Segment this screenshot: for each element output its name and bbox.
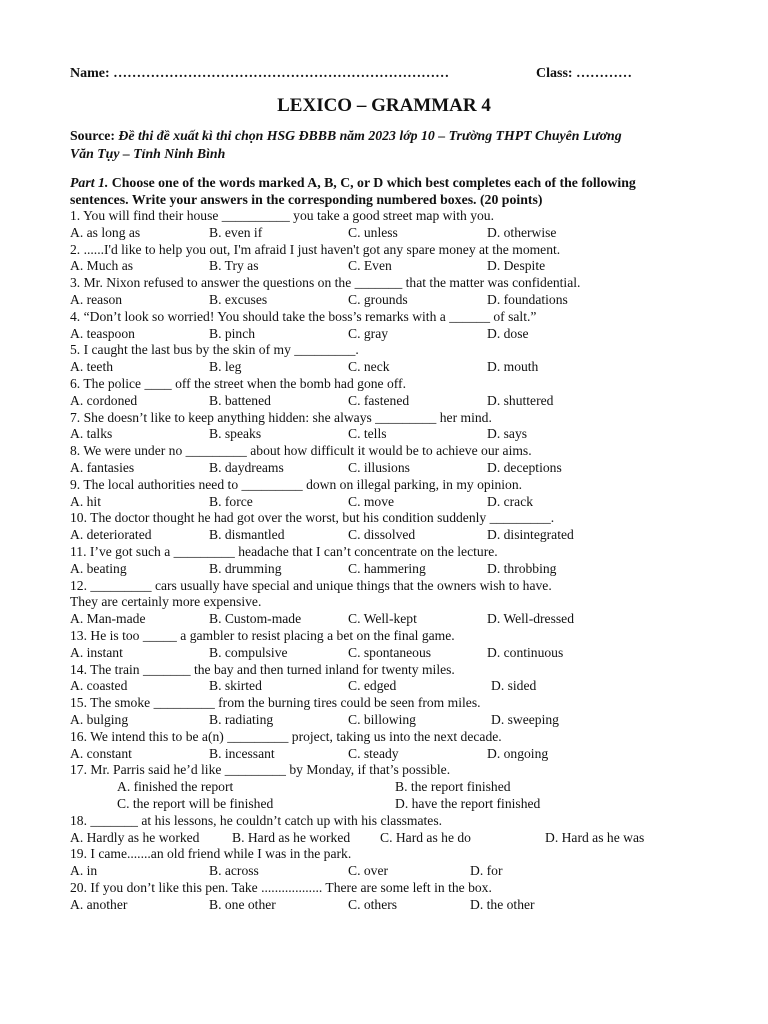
question-2-option-a: A. Much as bbox=[70, 258, 134, 274]
part1-instruction-line-1 bbox=[70, 175, 636, 191]
question-5-option-d: D. mouth bbox=[487, 359, 539, 375]
question-11-option-c: C. hammering bbox=[348, 560, 426, 576]
question-6-option-b: B. battened bbox=[209, 392, 271, 408]
question-6-option-a: A. cordoned bbox=[70, 392, 138, 408]
question-15-option-c: C. billowing bbox=[348, 712, 416, 727]
question-9-option-c: C. move bbox=[348, 493, 395, 509]
question-1-option-b: B. even if bbox=[209, 224, 263, 240]
question-15-option-d: D. sweeping bbox=[491, 712, 559, 727]
question-7-option-c: C. tells bbox=[348, 426, 387, 442]
question-12-text-2: They are certainly more expensive. bbox=[70, 594, 262, 610]
question-5-option-a: A. teeth bbox=[70, 359, 114, 375]
question-19-option-b: B. across bbox=[209, 863, 259, 879]
question-2-option-d: D. Despite bbox=[487, 258, 546, 274]
question-10-option-d: D. disintegrated bbox=[487, 527, 574, 543]
question-14-option-a: A. coasted bbox=[70, 678, 128, 694]
question-10-option-c: C. dissolved bbox=[348, 527, 416, 543]
question-13-option-d: D. continuous bbox=[487, 644, 564, 660]
question-20-option-b: B. one other bbox=[209, 896, 276, 912]
part1-label: Part 1. bbox=[70, 175, 109, 190]
class-field-label: Class: ………… bbox=[536, 66, 633, 81]
source-text-1: Đề thi đề xuất kì thi chọn HSG ĐBBB năm 2023 lớp 10 – Trường THPT Chuyên Lương bbox=[118, 128, 622, 143]
question-18-text: 18. _______ at his lessons, he couldn’t catch up with his classmates. bbox=[70, 812, 443, 828]
question-7-text: 7. She doesn’t like to keep anything hidden: she always _________ her mind. bbox=[70, 409, 492, 425]
question-18-option-b: B. Hard as he worked bbox=[232, 829, 351, 845]
question-19-option-d: D. for bbox=[470, 863, 503, 879]
question-19-text: 19. I came.......an old friend while I was in the park. bbox=[70, 846, 352, 862]
question-9-text: 9. The local authorities need to _________ down on illegal parking, in my opinion. bbox=[70, 476, 523, 492]
source-text-2: Văn Tụy – Tỉnh Ninh Bình bbox=[70, 146, 226, 161]
question-9-option-a: A. hit bbox=[70, 493, 101, 509]
question-9-option-d: D. crack bbox=[487, 493, 534, 509]
question-17-text: 17. Mr. Parris said he’d like _________ by Monday, if that’s possible. bbox=[70, 762, 451, 778]
question-5-option-c: C. neck bbox=[348, 359, 390, 375]
question-12-text: 12. _________ cars usually have special and unique things that the owners wish to have. bbox=[70, 577, 552, 593]
source-line-1 bbox=[70, 128, 622, 144]
part1-instruction-2: sentences. Write your answers in the corresponding numbered boxes. (20 points) bbox=[70, 192, 543, 207]
question-11-text: 11. I’ve got such a _________ headache that I can’t concentrate on the lecture. bbox=[70, 544, 498, 559]
question-6-option-d: D. shuttered bbox=[487, 392, 554, 408]
question-15-text: 15. The smoke _________ from the burning tires could be seen from miles. bbox=[70, 695, 481, 711]
question-18-option-c: C. Hard as he do bbox=[380, 829, 471, 845]
question-20-option-a: A. another bbox=[70, 896, 128, 912]
question-20-text: 20. If you don’t like this pen. Take .................. There are some left in the box. bbox=[70, 880, 492, 895]
question-12-option-d: D. Well-dressed bbox=[487, 611, 574, 627]
question-19-option-a: A. in bbox=[70, 863, 98, 879]
question-10-text: 10. The doctor thought he had got over the worst, but his condition suddenly _________. bbox=[70, 510, 555, 526]
name-field-label: Name: ……………………………………………………………… bbox=[70, 66, 450, 81]
question-14-option-b: B. skirted bbox=[209, 678, 262, 694]
question-3-text: 3. Mr. Nixon refused to answer the questions on the _______ that the matter was confidential. bbox=[70, 275, 581, 291]
question-13-option-b: B. compulsive bbox=[209, 644, 288, 660]
question-8-option-d: D. deceptions bbox=[487, 460, 562, 475]
question-16-text: 16. We intend this to be a(n) _________ project, taking us into the next decade. bbox=[70, 728, 502, 744]
question-11-option-d: D. throbbing bbox=[487, 560, 557, 576]
question-11-option-a: A. beating bbox=[70, 560, 127, 576]
question-4-option-c: C. gray bbox=[348, 325, 389, 341]
question-7-option-d: D. says bbox=[487, 426, 528, 442]
question-10-option-b: B. dismantled bbox=[209, 527, 285, 543]
question-12-option-a: A. Man-made bbox=[70, 611, 146, 627]
question-16-option-c: C. steady bbox=[348, 745, 399, 761]
question-9-option-b: B. force bbox=[209, 493, 253, 509]
question-14-option-d: D. sided bbox=[491, 678, 537, 694]
question-2-option-c: C. Even bbox=[348, 258, 392, 274]
question-13-text: 13. He is too _____ a gambler to resist placing a bet on the final game. bbox=[70, 628, 455, 643]
question-8-option-a: A. fantasies bbox=[70, 460, 135, 475]
question-6-option-c: C. fastened bbox=[348, 392, 410, 408]
question-4-text: 4. “Don’t look so worried! You should take the boss’s remarks with a ______ of salt.” bbox=[70, 308, 537, 324]
question-1-option-d: D. otherwise bbox=[487, 224, 557, 240]
question-8-text: 8. We were under no _________ about how difficult it would be to achieve our aims. bbox=[70, 443, 532, 459]
question-11-option-b: B. drumming bbox=[209, 560, 282, 576]
question-19-option-c: C. over bbox=[348, 863, 389, 879]
question-4-option-b: B. pinch bbox=[209, 325, 256, 341]
part1-instruction-line-2 bbox=[70, 192, 542, 208]
question-5-text: 5. I caught the last bus by the skin of my _________. bbox=[70, 342, 359, 358]
question-3-option-b: B. excuses bbox=[209, 292, 268, 307]
question-10-option-a: A. deteriorated bbox=[70, 527, 152, 543]
question-16-option-d: D. ongoing bbox=[487, 745, 549, 761]
question-1-option-a: A. as long as bbox=[70, 224, 141, 240]
question-7-option-a: A. talks bbox=[70, 426, 113, 442]
question-5-option-b: B. leg bbox=[209, 359, 242, 375]
question-3-option-d: D. foundations bbox=[487, 292, 568, 307]
source-label: Source: bbox=[70, 128, 115, 143]
part1-instruction-1: Choose one of the words marked A, B, C, or D which best completes each of the following bbox=[108, 175, 636, 190]
question-17-option-c: C. the report will be finished bbox=[117, 796, 274, 811]
question-7-option-b: B. speaks bbox=[209, 426, 262, 442]
question-20-option-c: C. others bbox=[348, 896, 398, 912]
question-13-option-a: A. instant bbox=[70, 644, 123, 660]
question-1-text: 1. You will find their house __________ you take a good street map with you. bbox=[70, 208, 495, 223]
question-17-option-a: A. finished the report bbox=[117, 779, 234, 795]
question-8-option-b: B. daydreams bbox=[209, 460, 284, 475]
page-title: LEXICO – GRAMMAR 4 bbox=[277, 95, 491, 116]
question-16-option-b: B. incessant bbox=[209, 745, 275, 761]
source-line-2 bbox=[70, 146, 225, 162]
question-8-option-c: C. illusions bbox=[348, 460, 410, 475]
question-17-option-d: D. have the report finished bbox=[395, 796, 541, 811]
question-3-option-c: C. grounds bbox=[348, 292, 408, 307]
question-14-text: 14. The train _______ the bay and then turned inland for twenty miles. bbox=[70, 661, 455, 677]
question-18-option-d: D. Hard as he was bbox=[545, 829, 645, 845]
question-17-option-b: B. the report finished bbox=[395, 779, 511, 795]
question-6-text: 6. The police ____ off the street when the bomb had gone off. bbox=[70, 376, 406, 391]
question-15-option-a: A. bulging bbox=[70, 712, 129, 727]
question-16-option-a: A. constant bbox=[70, 745, 132, 761]
question-18-option-a: A. Hardly as he worked bbox=[70, 829, 200, 845]
question-14-option-c: C. edged bbox=[348, 678, 397, 694]
question-13-option-c: C. spontaneous bbox=[348, 644, 432, 660]
question-4-option-a: A. teaspoon bbox=[70, 325, 135, 341]
question-15-option-b: B. radiating bbox=[209, 712, 274, 727]
question-12-option-b: B. Custom-made bbox=[209, 611, 302, 627]
question-2-option-b: B. Try as bbox=[209, 258, 259, 274]
question-1-option-c: C. unless bbox=[348, 224, 398, 240]
question-20-option-d: D. the other bbox=[470, 896, 535, 912]
question-4-option-d: D. dose bbox=[487, 325, 529, 341]
question-3-option-a: A. reason bbox=[70, 292, 123, 307]
question-2-text: 2. ......I'd like to help you out, I'm afraid I just haven't got any spare money at the moment. bbox=[70, 241, 561, 257]
question-12-option-c: C. Well-kept bbox=[348, 611, 417, 627]
